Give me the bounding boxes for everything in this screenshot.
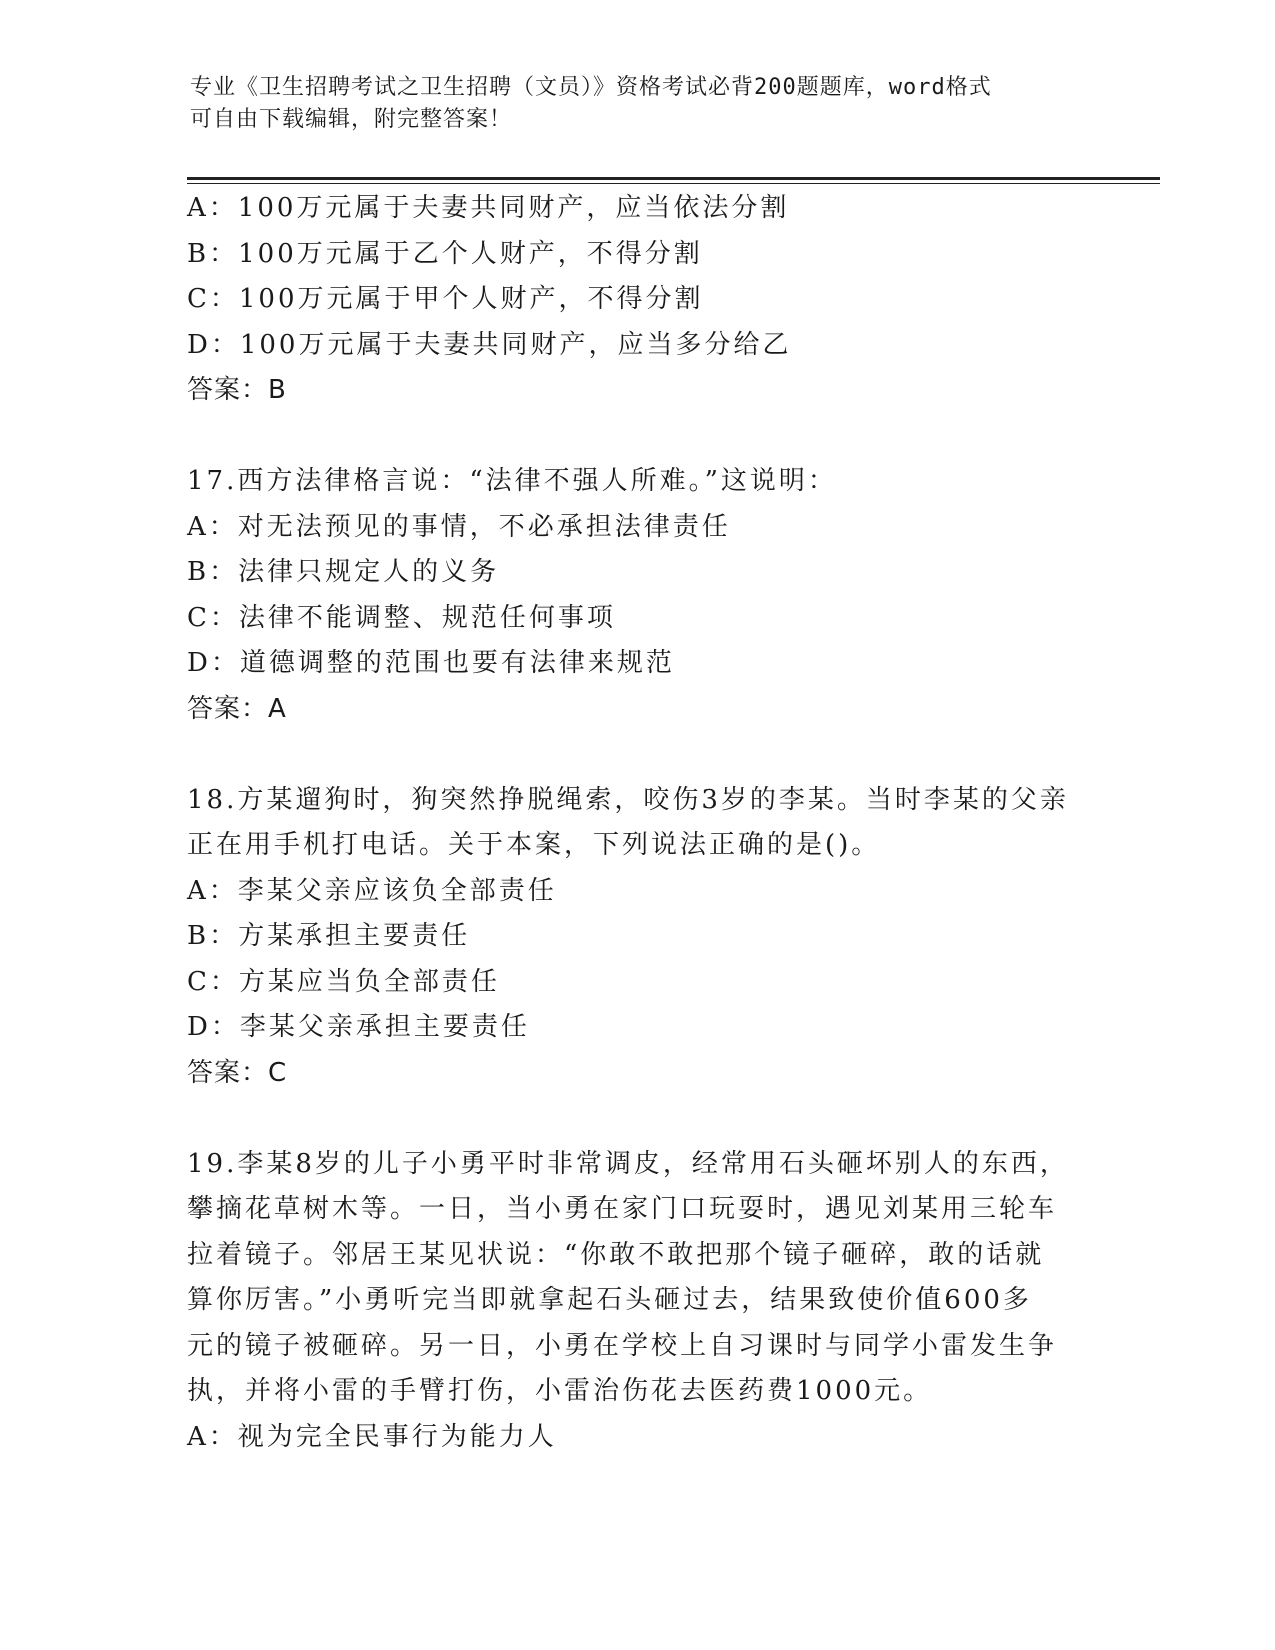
question-19 (187, 1142, 1087, 1461)
answer: 答案：B (187, 375, 287, 405)
header-line-2: 可自由下载编辑，附完整答案！ (190, 107, 513, 132)
option-d: D：道德调整的范围也要有法律来规范 (187, 648, 675, 678)
question-stem-line-6: 执，并将小雷的手臂打伤，小雷治伤花去医药费1000元。 (187, 1376, 933, 1406)
option-a: A：对无法预见的事情，不必承担法律责任 (187, 511, 731, 542)
question-stem: 17.西方法律格言说：“法律不强人所难。”这说明： (187, 466, 837, 496)
option-d: D：李某父亲承担主要责任 (187, 1012, 530, 1042)
question-stem-line-3: 拉着镜子。邻居王某见状说：“你敢不敢把那个镜子砸碎，敢的话就 (187, 1239, 1045, 1270)
option-b: B：法律只规定人的义务 (187, 557, 500, 587)
header-divider-thin (187, 183, 1160, 184)
spacer (187, 1096, 1087, 1142)
spacer (187, 414, 1087, 460)
question-stem-line-4: 算你厉害。”小勇听完当即就拿起石头砸过去，结果致使价值600多 (187, 1285, 1032, 1315)
option-b: B：100万元属于乙个人财产，不得分割 (187, 238, 703, 269)
question-list (187, 186, 1087, 1460)
question-17 (187, 459, 1087, 732)
answer: 答案：C (187, 1057, 288, 1088)
question-stem-line-1: 18.方某遛狗时，狗突然挣脱绳索，咬伤3岁的李某。当时李某的父亲 (187, 784, 1069, 815)
header-line-1: 专业《卫生招聘考试之卫生招聘（文员）》资格考试必背200题题库，word格式 (190, 75, 992, 100)
question-stem-line-2: 正在用手机打电话。关于本案，下列说法正确的是()。 (187, 830, 881, 860)
option-c: C：方某应当负全部责任 (187, 966, 500, 997)
option-d: D：100万元属于夫妻共同财产，应当多分给乙 (187, 329, 792, 360)
question-16 (187, 186, 1087, 414)
question-stem-line-1: 19.李某8岁的儿子小勇平时非常调皮，经常用石头砸坏别人的东西， (187, 1148, 1069, 1179)
spacer (187, 732, 1087, 778)
document-header (190, 72, 1070, 136)
answer: 答案：A (187, 693, 287, 724)
option-a: A：李某父亲应该负全部责任 (187, 875, 557, 906)
option-c: C：100万元属于甲个人财产，不得分割 (187, 284, 704, 314)
header-divider-thick (187, 177, 1160, 180)
option-c: C：法律不能调整、规范任何事项 (187, 602, 616, 633)
option-a: A：视为完全民事行为能力人 (187, 1421, 557, 1452)
question-18 (187, 778, 1087, 1097)
question-stem-line-5: 元的镜子被砸碎。另一日，小勇在学校上自习课时与同学小雷发生争 (187, 1330, 1058, 1361)
question-stem-line-2: 攀摘花草树木等。一日，当小勇在家门口玩耍时，遇见刘某用三轮车 (187, 1194, 1058, 1224)
option-b: B：方某承担主要责任 (187, 921, 471, 951)
option-a: A：100万元属于夫妻共同财产，应当依法分割 (187, 193, 790, 223)
